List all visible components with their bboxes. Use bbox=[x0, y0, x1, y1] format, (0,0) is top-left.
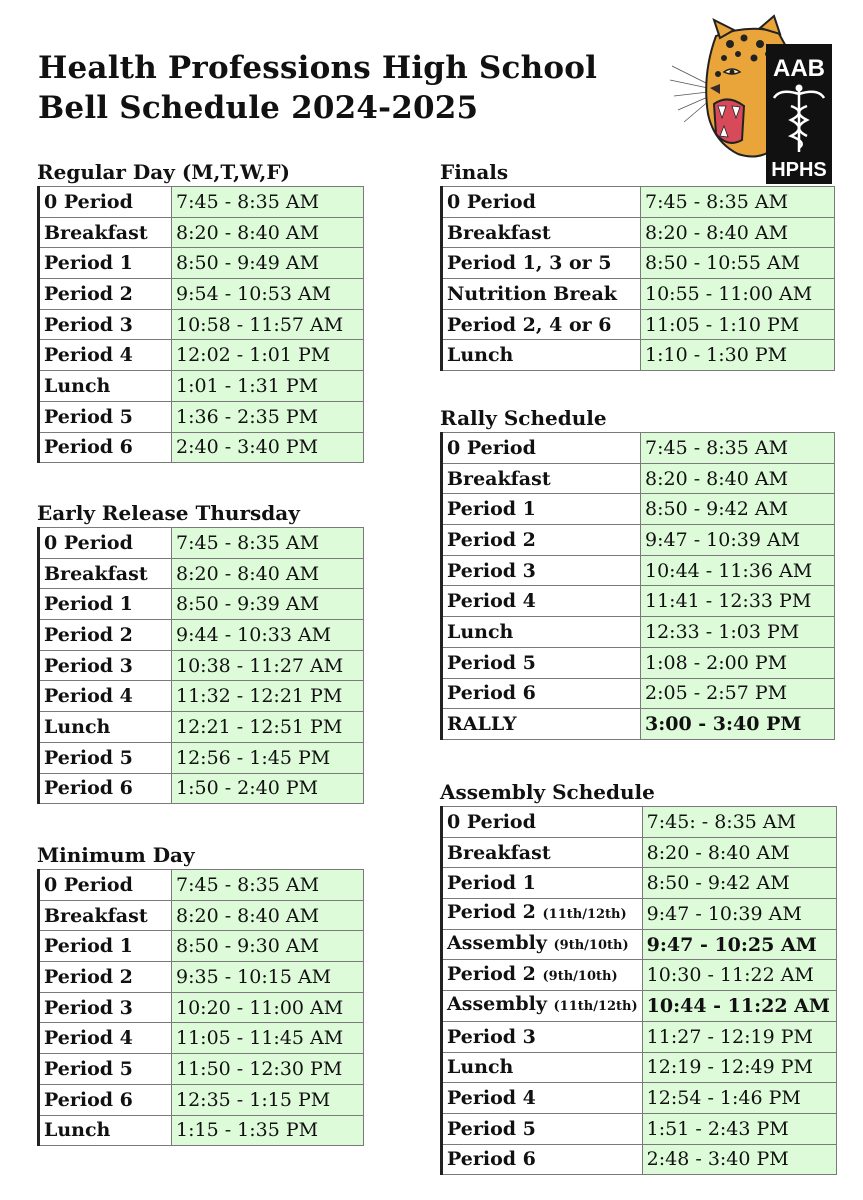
period-label bbox=[39, 217, 172, 248]
regular-day-table bbox=[37, 186, 364, 463]
period-label-text: Breakfast bbox=[447, 221, 551, 244]
table-row bbox=[39, 187, 364, 218]
period-label-text: Period 2 bbox=[44, 965, 133, 988]
table-row bbox=[442, 217, 835, 248]
table-row bbox=[442, 1021, 837, 1052]
period-label bbox=[39, 528, 172, 559]
table-row bbox=[39, 1084, 364, 1115]
table-row bbox=[442, 1144, 837, 1175]
section-title: Rally Schedule bbox=[440, 406, 607, 430]
time-range: 8:50 - 9:42 AM bbox=[641, 494, 835, 525]
table-row bbox=[442, 899, 837, 930]
time-range: 8:20 - 8:40 AM bbox=[641, 463, 835, 494]
time-range: 9:35 - 10:15 AM bbox=[172, 962, 364, 993]
period-label-text: 0 Period bbox=[447, 810, 536, 833]
period-label-text: Period 6 bbox=[44, 1088, 133, 1111]
period-label bbox=[39, 1115, 172, 1146]
period-label-text: Period 3 bbox=[447, 1025, 536, 1048]
minimum-day-section bbox=[37, 843, 364, 1146]
period-label-text: Period 5 bbox=[44, 746, 133, 769]
period-label bbox=[442, 309, 641, 340]
time-range: 10:30 - 11:22 AM bbox=[642, 960, 836, 991]
time-range: 8:50 - 9:49 AM bbox=[172, 248, 364, 279]
table-row bbox=[442, 279, 835, 310]
time-range: 2:05 - 2:57 PM bbox=[641, 678, 835, 709]
period-label bbox=[39, 248, 172, 279]
period-label-text: Period 6 bbox=[447, 682, 536, 705]
period-label-text: Period 6 bbox=[44, 777, 133, 800]
period-label bbox=[442, 217, 641, 248]
table-row bbox=[39, 620, 364, 651]
period-label bbox=[39, 340, 172, 371]
table-row bbox=[39, 992, 364, 1023]
period-label bbox=[39, 401, 172, 432]
period-label bbox=[39, 1054, 172, 1085]
period-label-text: Assembly bbox=[447, 932, 547, 955]
time-range: 1:01 - 1:31 PM bbox=[172, 371, 364, 402]
period-label bbox=[39, 712, 172, 743]
period-label bbox=[442, 525, 641, 556]
period-label bbox=[442, 709, 641, 740]
period-label-text: Period 4 bbox=[447, 590, 536, 613]
table-row bbox=[442, 929, 837, 960]
time-range: 10:55 - 11:00 AM bbox=[641, 279, 835, 310]
period-label bbox=[39, 620, 172, 651]
table-row bbox=[442, 868, 837, 899]
time-range: 11:32 - 12:21 PM bbox=[172, 681, 364, 712]
table-row bbox=[39, 1054, 364, 1085]
table-row bbox=[39, 401, 364, 432]
period-label bbox=[39, 1084, 172, 1115]
period-label bbox=[442, 1113, 643, 1144]
time-range: 8:20 - 8:40 AM bbox=[172, 217, 364, 248]
period-label-text: Breakfast bbox=[447, 467, 551, 490]
table-row bbox=[39, 870, 364, 901]
time-range: 7:45 - 8:35 AM bbox=[641, 433, 835, 464]
period-label bbox=[442, 494, 641, 525]
period-label-text: 0 Period bbox=[447, 190, 536, 213]
period-label-text: Period 1, 3 or 5 bbox=[447, 252, 612, 275]
time-range: 8:20 - 8:40 AM bbox=[641, 217, 835, 248]
period-label-text: Assembly bbox=[447, 993, 547, 1016]
period-label bbox=[442, 807, 643, 838]
period-label bbox=[442, 463, 641, 494]
period-label-text: Lunch bbox=[447, 344, 514, 367]
period-label-text: RALLY bbox=[447, 713, 517, 736]
period-label bbox=[442, 586, 641, 617]
title-line-2: Bell Schedule 2024-2025 bbox=[38, 90, 479, 126]
period-label-text: Period 3 bbox=[44, 313, 133, 336]
time-range: 11:41 - 12:33 PM bbox=[641, 586, 835, 617]
time-range: 12:56 - 1:45 PM bbox=[172, 742, 364, 773]
period-label-text: Period 4 bbox=[447, 1087, 536, 1110]
time-range: 9:47 - 10:25 AM bbox=[642, 929, 836, 960]
period-label bbox=[39, 773, 172, 804]
time-range: 9:47 - 10:39 AM bbox=[642, 899, 836, 930]
time-range: 8:20 - 8:40 AM bbox=[642, 837, 836, 868]
period-label bbox=[39, 931, 172, 962]
period-label bbox=[442, 960, 643, 991]
table-row bbox=[442, 340, 835, 371]
period-label-text: Period 3 bbox=[44, 996, 133, 1019]
period-label-text: Period 2 bbox=[44, 623, 133, 646]
table-row bbox=[442, 1052, 837, 1083]
logo-top-text: AAB bbox=[773, 55, 825, 82]
period-label bbox=[39, 558, 172, 589]
table-row bbox=[39, 773, 364, 804]
period-label bbox=[442, 868, 643, 899]
period-label-text: 0 Period bbox=[44, 873, 133, 896]
period-label-text: Period 2, 4 or 6 bbox=[447, 313, 612, 336]
table-row bbox=[39, 248, 364, 279]
time-range: 9:54 - 10:53 AM bbox=[172, 279, 364, 310]
early-release-section bbox=[37, 501, 364, 804]
time-range: 3:00 - 3:40 PM bbox=[641, 709, 835, 740]
page-title bbox=[38, 48, 597, 128]
table-row bbox=[39, 279, 364, 310]
period-label bbox=[442, 929, 643, 960]
period-label bbox=[39, 962, 172, 993]
table-row bbox=[442, 991, 837, 1022]
time-range: 8:50 - 9:42 AM bbox=[642, 868, 836, 899]
table-row bbox=[442, 309, 835, 340]
period-label bbox=[442, 187, 641, 218]
period-label bbox=[39, 187, 172, 218]
period-label bbox=[39, 309, 172, 340]
time-range: 9:44 - 10:33 AM bbox=[172, 620, 364, 651]
regular-day-section bbox=[37, 160, 364, 463]
period-label-text: Period 5 bbox=[447, 651, 536, 674]
grade-note: (11th/12th) bbox=[553, 999, 638, 1015]
time-range: 9:47 - 10:39 AM bbox=[641, 525, 835, 556]
period-label-text: Period 6 bbox=[447, 1148, 536, 1171]
time-range: 11:50 - 12:30 PM bbox=[172, 1054, 364, 1085]
table-row bbox=[442, 494, 835, 525]
period-label bbox=[39, 371, 172, 402]
rally-schedule-section bbox=[440, 406, 835, 740]
time-range: 1:36 - 2:35 PM bbox=[172, 401, 364, 432]
period-label-text: Period 5 bbox=[44, 405, 133, 428]
time-range: 11:05 - 1:10 PM bbox=[641, 309, 835, 340]
time-range: 12:02 - 1:01 PM bbox=[172, 340, 364, 371]
finals-section bbox=[440, 160, 835, 371]
period-label-text: Period 1 bbox=[44, 935, 133, 958]
time-range: 12:19 - 12:49 PM bbox=[642, 1052, 836, 1083]
table-row bbox=[39, 931, 364, 962]
time-range: 12:35 - 1:15 PM bbox=[172, 1084, 364, 1115]
period-label bbox=[442, 248, 641, 279]
table-row bbox=[442, 617, 835, 648]
table-row bbox=[39, 528, 364, 559]
table-row bbox=[39, 712, 364, 743]
table-row bbox=[39, 371, 364, 402]
period-label-text: Lunch bbox=[44, 374, 111, 397]
period-label-text: Period 1 bbox=[44, 252, 133, 275]
period-label bbox=[442, 899, 643, 930]
period-label-text: Lunch bbox=[44, 1119, 111, 1142]
table-row bbox=[442, 248, 835, 279]
period-label bbox=[442, 279, 641, 310]
period-label-text: 0 Period bbox=[44, 531, 133, 554]
time-range: 7:45 - 8:35 AM bbox=[172, 187, 364, 218]
period-label-text: Period 2 bbox=[447, 901, 536, 924]
time-range: 7:45 - 8:35 AM bbox=[172, 528, 364, 559]
period-label bbox=[442, 1021, 643, 1052]
period-label-text: Period 5 bbox=[447, 1117, 536, 1140]
table-row bbox=[39, 558, 364, 589]
period-label bbox=[442, 837, 643, 868]
period-label-text: Lunch bbox=[447, 1056, 514, 1079]
table-row bbox=[442, 187, 835, 218]
time-range: 10:44 - 11:22 AM bbox=[642, 991, 836, 1022]
table-row bbox=[39, 900, 364, 931]
time-range: 1:15 - 1:35 PM bbox=[172, 1115, 364, 1146]
table-row bbox=[442, 709, 835, 740]
table-row bbox=[442, 678, 835, 709]
table-row bbox=[442, 1083, 837, 1114]
period-label-text: Lunch bbox=[447, 620, 514, 643]
period-label-text: Breakfast bbox=[44, 904, 148, 927]
period-label bbox=[442, 1052, 643, 1083]
table-row bbox=[39, 432, 364, 463]
table-row bbox=[442, 433, 835, 464]
time-range: 8:20 - 8:40 AM bbox=[172, 900, 364, 931]
period-label bbox=[39, 870, 172, 901]
table-row bbox=[442, 837, 837, 868]
time-range: 10:20 - 11:00 AM bbox=[172, 992, 364, 1023]
time-range: 11:05 - 11:45 AM bbox=[172, 1023, 364, 1054]
time-range: 8:20 - 8:40 AM bbox=[172, 558, 364, 589]
period-label bbox=[442, 433, 641, 464]
logo-bottom-text: HPHS bbox=[771, 159, 827, 181]
period-label bbox=[442, 617, 641, 648]
time-range: 12:54 - 1:46 PM bbox=[642, 1083, 836, 1114]
period-label-text: Period 4 bbox=[44, 685, 133, 708]
period-label bbox=[39, 742, 172, 773]
time-range: 1:08 - 2:00 PM bbox=[641, 647, 835, 678]
table-row bbox=[442, 525, 835, 556]
grade-note: (9th/10th) bbox=[542, 968, 618, 984]
table-row bbox=[39, 589, 364, 620]
section-title: Regular Day (M,T,W,F) bbox=[37, 160, 290, 184]
table-row bbox=[442, 960, 837, 991]
title-line-1: Health Professions High School bbox=[38, 50, 598, 86]
period-label bbox=[39, 650, 172, 681]
section-title: Early Release Thursday bbox=[37, 501, 300, 525]
section-title: Minimum Day bbox=[37, 843, 195, 867]
period-label bbox=[442, 340, 641, 371]
finals-table bbox=[440, 186, 835, 371]
section-title: Finals bbox=[440, 160, 509, 184]
period-label-text: Period 5 bbox=[44, 1057, 133, 1080]
period-label bbox=[39, 1023, 172, 1054]
table-row bbox=[39, 309, 364, 340]
table-row bbox=[442, 807, 837, 838]
time-range: 1:51 - 2:43 PM bbox=[642, 1113, 836, 1144]
table-row bbox=[39, 1115, 364, 1146]
minimum-day-table bbox=[37, 869, 364, 1146]
table-row bbox=[442, 586, 835, 617]
time-range: 10:38 - 11:27 AM bbox=[172, 650, 364, 681]
period-label bbox=[39, 432, 172, 463]
section-title: Assembly Schedule bbox=[440, 780, 655, 804]
assembly-schedule-section bbox=[440, 780, 837, 1175]
period-label-text: Period 3 bbox=[447, 559, 536, 582]
period-label-text: Period 2 bbox=[447, 528, 536, 551]
period-label-text: Breakfast bbox=[44, 221, 148, 244]
time-range: 10:44 - 11:36 AM bbox=[641, 555, 835, 586]
jaguar-caduceus-logo-icon bbox=[668, 14, 838, 184]
period-label-text: Period 1 bbox=[44, 593, 133, 616]
period-label-text: Period 4 bbox=[44, 344, 133, 367]
early-release-table bbox=[37, 527, 364, 804]
grade-note: (11th/12th) bbox=[542, 907, 627, 923]
period-label-text: Period 3 bbox=[44, 654, 133, 677]
period-label bbox=[39, 279, 172, 310]
period-label-text: 0 Period bbox=[44, 190, 133, 213]
period-label-text: Breakfast bbox=[447, 841, 551, 864]
table-row bbox=[39, 742, 364, 773]
period-label-text: Period 2 bbox=[44, 282, 133, 305]
time-range: 8:50 - 9:30 AM bbox=[172, 931, 364, 962]
time-range: 1:50 - 2:40 PM bbox=[172, 773, 364, 804]
table-row bbox=[442, 647, 835, 678]
period-label bbox=[39, 589, 172, 620]
period-label bbox=[39, 992, 172, 1023]
period-label-text: Period 1 bbox=[447, 498, 536, 521]
period-label bbox=[442, 1144, 643, 1175]
table-row bbox=[39, 681, 364, 712]
time-range: 12:21 - 12:51 PM bbox=[172, 712, 364, 743]
table-row bbox=[39, 217, 364, 248]
table-row bbox=[442, 555, 835, 586]
table-row bbox=[39, 650, 364, 681]
assembly-schedule-table bbox=[440, 806, 837, 1175]
time-range: 10:58 - 11:57 AM bbox=[172, 309, 364, 340]
time-range: 2:48 - 3:40 PM bbox=[642, 1144, 836, 1175]
period-label bbox=[39, 900, 172, 931]
time-range: 11:27 - 12:19 PM bbox=[642, 1021, 836, 1052]
time-range: 7:45 - 8:35 AM bbox=[172, 870, 364, 901]
period-label-text: Period 1 bbox=[447, 872, 536, 895]
period-label-text: Period 4 bbox=[44, 1027, 133, 1050]
period-label bbox=[442, 1083, 643, 1114]
table-row bbox=[39, 1023, 364, 1054]
time-range: 12:33 - 1:03 PM bbox=[641, 617, 835, 648]
period-label bbox=[442, 555, 641, 586]
time-range: 7:45 - 8:35 AM bbox=[641, 187, 835, 218]
time-range: 8:50 - 9:39 AM bbox=[172, 589, 364, 620]
table-row bbox=[442, 463, 835, 494]
table-row bbox=[442, 1113, 837, 1144]
period-label-text: Period 2 bbox=[447, 962, 536, 985]
time-range: 8:50 - 10:55 AM bbox=[641, 248, 835, 279]
period-label-text: Period 6 bbox=[44, 436, 133, 459]
table-row bbox=[39, 340, 364, 371]
period-label bbox=[442, 991, 643, 1022]
period-label-text: 0 Period bbox=[447, 436, 536, 459]
period-label-text: Breakfast bbox=[44, 562, 148, 585]
rally-schedule-table bbox=[440, 432, 835, 740]
period-label-text: Nutrition Break bbox=[447, 282, 617, 305]
period-label bbox=[442, 678, 641, 709]
time-range: 1:10 - 1:30 PM bbox=[641, 340, 835, 371]
time-range: 2:40 - 3:40 PM bbox=[172, 432, 364, 463]
table-row bbox=[39, 962, 364, 993]
period-label bbox=[442, 647, 641, 678]
time-range: 7:45: - 8:35 AM bbox=[642, 807, 836, 838]
period-label-text: Lunch bbox=[44, 715, 111, 738]
grade-note: (9th/10th) bbox=[553, 938, 629, 954]
period-label bbox=[39, 681, 172, 712]
